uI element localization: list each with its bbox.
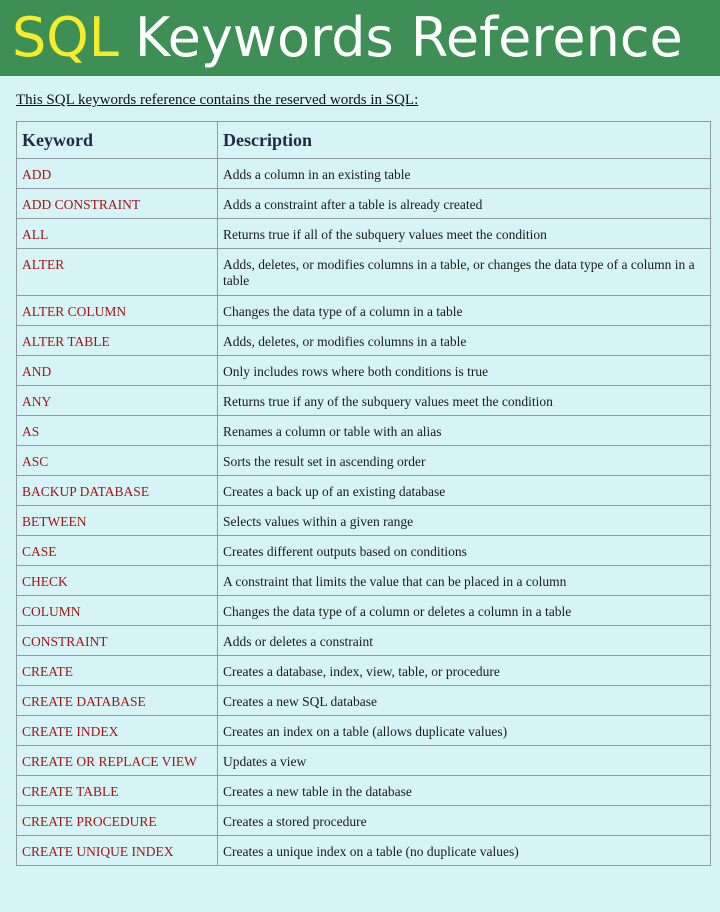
table-row xyxy=(17,326,711,356)
keyword-cell: ADD xyxy=(17,159,218,189)
table-row xyxy=(17,806,711,836)
keyword-cell: CREATE PROCEDURE xyxy=(17,806,218,836)
keyword-cell: ASC xyxy=(17,446,218,476)
description-cell: Renames a column or table with an alias xyxy=(218,416,711,446)
description-cell: Only includes rows where both conditions is true xyxy=(218,356,711,386)
title-rest-words: Keywords Reference xyxy=(134,6,683,69)
description-cell: Adds or deletes a constraint xyxy=(218,626,711,656)
description-cell: Creates a new SQL database xyxy=(218,686,711,716)
table-row xyxy=(17,159,711,189)
table-row xyxy=(17,566,711,596)
description-cell: Adds, deletes, or modifies columns in a table xyxy=(218,326,711,356)
description-cell: Creates a back up of an existing database xyxy=(218,476,711,506)
table-row xyxy=(17,776,711,806)
description-cell: Adds a column in an existing table xyxy=(218,159,711,189)
keyword-cell: ALTER COLUMN xyxy=(17,296,218,326)
table-row xyxy=(17,189,711,219)
keywords-table xyxy=(16,121,711,866)
header-keyword: Keyword xyxy=(17,122,218,159)
keyword-cell: COLUMN xyxy=(17,596,218,626)
table-row xyxy=(17,506,711,536)
description-cell: Creates a unique index on a table (no duplicate values) xyxy=(218,836,711,866)
table-row xyxy=(17,656,711,686)
keyword-cell: CREATE UNIQUE INDEX xyxy=(17,836,218,866)
table-row xyxy=(17,596,711,626)
description-cell: Creates an index on a table (allows duplicate values) xyxy=(218,716,711,746)
table-row xyxy=(17,386,711,416)
keyword-cell: CASE xyxy=(17,536,218,566)
table-row xyxy=(17,476,711,506)
table-row xyxy=(17,356,711,386)
keyword-cell: BETWEEN xyxy=(17,506,218,536)
description-cell: Adds, deletes, or modifies columns in a table, or changes the data type of a column in a table xyxy=(218,249,711,296)
table-row xyxy=(17,249,711,296)
description-cell: Returns true if all of the subquery values meet the condition xyxy=(218,219,711,249)
page-title xyxy=(0,0,720,76)
keyword-cell: CREATE INDEX xyxy=(17,716,218,746)
keyword-cell: CREATE xyxy=(17,656,218,686)
description-cell: Creates different outputs based on conditions xyxy=(218,536,711,566)
table-row xyxy=(17,446,711,476)
keyword-cell: ANY xyxy=(17,386,218,416)
table-row xyxy=(17,219,711,249)
title-sql-word: SQL xyxy=(12,6,119,69)
keyword-cell: CONSTRAINT xyxy=(17,626,218,656)
table-row xyxy=(17,836,711,866)
keyword-cell: CREATE OR REPLACE VIEW xyxy=(17,746,218,776)
description-cell: Adds a constraint after a table is already created xyxy=(218,189,711,219)
table-row xyxy=(17,416,711,446)
keyword-cell: ADD CONSTRAINT xyxy=(17,189,218,219)
description-cell: Changes the data type of a column or deletes a column in a table xyxy=(218,596,711,626)
table-row xyxy=(17,746,711,776)
table-row xyxy=(17,536,711,566)
description-cell: Creates a stored procedure xyxy=(218,806,711,836)
description-cell: Returns true if any of the subquery values meet the condition xyxy=(218,386,711,416)
keyword-cell: BACKUP DATABASE xyxy=(17,476,218,506)
description-cell: Creates a new table in the database xyxy=(218,776,711,806)
keyword-cell: ALTER TABLE xyxy=(17,326,218,356)
table-row xyxy=(17,686,711,716)
table-row xyxy=(17,626,711,656)
keyword-cell: CHECK xyxy=(17,566,218,596)
table-row xyxy=(17,296,711,326)
table-row xyxy=(17,716,711,746)
description-cell: Changes the data type of a column in a table xyxy=(218,296,711,326)
table-header-row xyxy=(17,122,711,159)
description-cell: A constraint that limits the value that can be placed in a column xyxy=(218,566,711,596)
keyword-cell: ALL xyxy=(17,219,218,249)
keyword-cell: CREATE DATABASE xyxy=(17,686,218,716)
header-description: Description xyxy=(218,122,711,159)
keyword-cell: AS xyxy=(17,416,218,446)
intro-text: This SQL keywords reference contains the reserved words in SQL: xyxy=(16,92,419,108)
description-cell: Sorts the result set in ascending order xyxy=(218,446,711,476)
description-cell: Creates a database, index, view, table, or procedure xyxy=(218,656,711,686)
keyword-cell: CREATE TABLE xyxy=(17,776,218,806)
description-cell: Updates a view xyxy=(218,746,711,776)
description-cell: Selects values within a given range xyxy=(218,506,711,536)
keyword-cell: AND xyxy=(17,356,218,386)
keyword-cell: ALTER xyxy=(17,249,218,296)
